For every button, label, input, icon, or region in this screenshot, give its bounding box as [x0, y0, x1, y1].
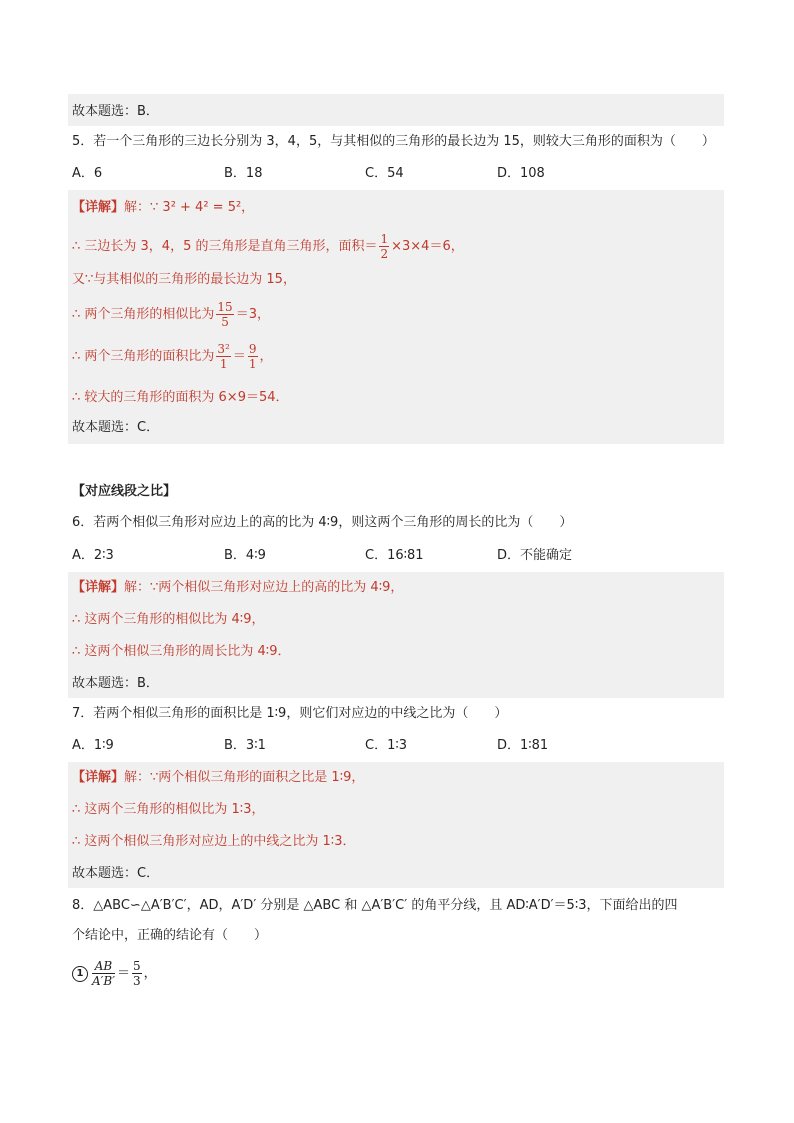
q6-answer-line: 故本题选：B． — [72, 676, 159, 691]
detail-tag: 【详解】 — [72, 770, 125, 785]
q5-option-c: C．54 — [365, 166, 404, 181]
detail-tag: 【详解】 — [72, 200, 125, 215]
detail-tag: 【详解】 — [72, 580, 125, 595]
fraction: $\frac{\text{3²}}{1}$ — [217, 342, 230, 371]
q8-item-1: 1 $\frac{AB}{A'B'}$ ＝ $\frac{5}{3}$ ， — [72, 958, 157, 990]
q7-option-b: B．3∶1 — [224, 738, 266, 753]
question-7-stem: 7．若两个相似三角形的面积比是 1∶9，则它们对应边的中线之比为（ ） — [72, 706, 508, 721]
q7-answer-line: 故本题选：C． — [72, 866, 160, 881]
q7-option-d: D．1∶81 — [497, 738, 549, 753]
q7-option-c: C．1∶3 — [365, 738, 408, 753]
q6-solution-line-1: 【详解】解：∵两个相似三角形对应边上的高的比为 4∶9， — [72, 580, 404, 595]
question-8-stem-line-1: 8．△ABC∽△A′B′C′，AD，A′D′ 分别是 △ABC 和 △A′B′C′ 的角平分线，且 AD∶A′D′＝5∶3，下面给出的四 — [72, 898, 678, 913]
fraction: $\frac{9}{1}$ — [248, 342, 257, 371]
q6-option-d: D．不能确定 — [497, 548, 573, 563]
q7-solution-line-1: 【详解】解：∵两个相似三角形的面积之比是 1∶9， — [72, 770, 365, 785]
fraction: $\frac{1}{2}$ — [380, 232, 389, 261]
q6-option-a: A．2∶3 — [72, 548, 114, 563]
q6-solution-line-2: ∴ 这两个三角形的相似比为 4∶9， — [72, 612, 265, 627]
fraction: $\frac{AB}{A'B'}$ — [92, 959, 115, 988]
q5-solution-line-5: ∴ 两个三角形的面积比为 $\frac{\text{3²}}{1}$ ＝ $\frac{9}{1}$ ， — [72, 342, 273, 371]
question-6-stem: 6．若两个相似三角形对应边上的高的比为 4∶9，则这两个三角形的周长的比为（ ） — [72, 515, 573, 530]
circled-number-icon: 1 — [72, 966, 88, 982]
q6-option-c: C．16∶81 — [365, 548, 424, 563]
q5-option-d: D．108 — [497, 166, 545, 181]
q6-solution-line-3: ∴ 这两个相似三角形的周长比为 4∶9． — [72, 644, 291, 659]
q5-answer-line: 故本题选：C． — [72, 420, 160, 435]
q5-solution-line-1: 【详解】解：∵ 3² + 4² = 5²， — [72, 200, 255, 215]
q5-option-a: A．6 — [72, 166, 103, 181]
question-8-stem-line-2: 个结论中，正确的结论有（ ） — [72, 928, 268, 943]
fraction: $\frac{5}{3}$ — [132, 959, 141, 988]
section-title: 【对应线段之比】 — [72, 484, 177, 499]
q5-solution-line-3: 又∵与其相似的三角形的最长边为 15， — [72, 272, 296, 287]
q5-solution-line-2: ∴ 三边长为 3，4，5 的三角形是直角三角形，面积＝ $\frac{1}{2}$ ×3×4＝6， — [72, 232, 464, 261]
q7-solution-line-3: ∴ 这两个相似三角形对应边上的中线之比为 1∶3． — [72, 834, 356, 849]
q5-solution-line-4: ∴ 两个三角形的相似比为 $\frac{15}{5}$ ＝3， — [72, 300, 270, 329]
fraction: $\frac{15}{5}$ — [217, 300, 233, 329]
q5-option-b: B．18 — [224, 166, 263, 181]
q5-solution-line-6: ∴ 较大的三角形的面积为 6×9＝54． — [72, 390, 289, 405]
q6-option-b: B．4∶9 — [224, 548, 266, 563]
answer-line: 故本题选：B． — [72, 104, 159, 119]
question-5-stem: 5．若一个三角形的三边长分别为 3，4，5，与其相似的三角形的最长边为 15，则较大三角形的面积为（ ） — [72, 134, 715, 149]
q7-option-a: A．1∶9 — [72, 738, 114, 753]
q7-solution-line-2: ∴ 这两个三角形的相似比为 1∶3， — [72, 802, 265, 817]
answer-block-q4 — [68, 94, 724, 126]
